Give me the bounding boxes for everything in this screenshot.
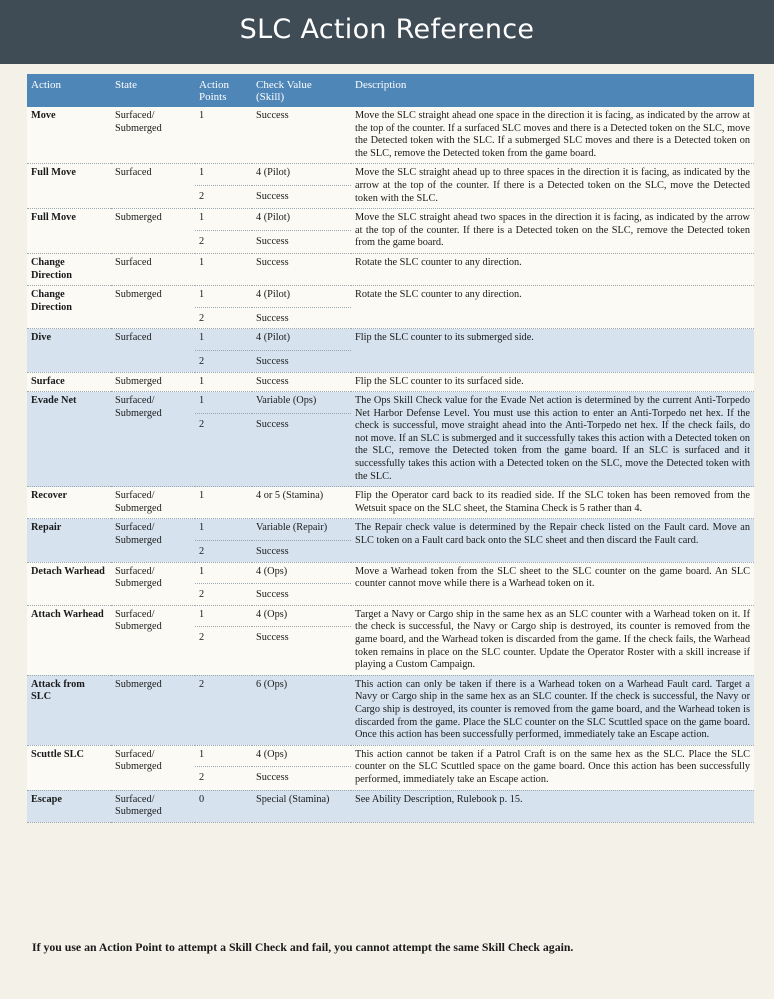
action-name: Full Move <box>27 164 111 209</box>
action-points-value: 2 <box>195 230 252 249</box>
check-value-cell <box>252 675 351 745</box>
action-state: Surfaced/ Submerged <box>111 392 195 487</box>
check-value: 4 (Pilot) <box>256 289 291 301</box>
action-points-value: 1 <box>199 395 205 407</box>
check-value: Success <box>252 766 351 785</box>
action-description: This action can only be taken if there is a Warhead token on a Warhead Fault card. Target a Navy or Cargo ship in the same hex as an SLC counter. If the check is successful, the Navy or Cargo ship is destroyed, its counter is removed from the game board, and the Warhead token is discarded from the game. Place the SLC counter on the SLC Scuttled space on the game board. Once this action has been successfully performed, immediately take an Escape action. <box>351 675 754 745</box>
table-row <box>27 519 754 562</box>
table-row <box>27 164 754 209</box>
check-value-cell <box>252 745 351 790</box>
action-points-cell <box>195 519 252 562</box>
action-state: Surfaced/ Submerged <box>111 519 195 562</box>
check-value-cell <box>252 392 351 487</box>
action-points-value: 1 <box>199 748 205 760</box>
action-name: Evade Net <box>27 392 111 487</box>
action-description: The Repair check value is determined by the Repair check listed on the Fault card. Move an SLC token on a Fault card back onto the SLC sheet and then discard the Fault card. <box>351 519 754 562</box>
action-description: The Ops Skill Check value for the Evade Net action is determined by the current Anti-Torpedo Net Harbor Defense Level. You must use this action to enter an Anti-Torpedo net hex. If the check is successful, move straight ahead into the Anti-Torpedo net hex. If the check fails, do not move. If an SLC is submerged and it successfully takes this action with a Detected token on the SLC, remove the Detected token from the game board. If an SLC is surfaced and it successfully takes this action with a Detected token on the SLC, move the Detected token with the SLC. <box>351 392 754 487</box>
action-points-cell <box>195 253 252 285</box>
table-header-row <box>27 74 754 107</box>
table-row <box>27 286 754 329</box>
action-points-cell <box>195 675 252 745</box>
check-value: 4 or 5 (Stamina) <box>256 490 324 502</box>
action-state: Surfaced/ Submerged <box>111 745 195 790</box>
action-points-cell <box>195 107 252 164</box>
check-value: 4 (Pilot) <box>256 332 291 344</box>
header-description: Description <box>351 74 754 107</box>
table-body <box>27 107 754 822</box>
action-points-cell <box>195 745 252 790</box>
action-points-value: 1 <box>199 289 205 301</box>
title-bar <box>0 0 774 64</box>
action-description: Flip the SLC counter to its submerged side. <box>351 329 754 372</box>
check-value: Success <box>252 307 351 326</box>
action-reference-table <box>27 74 754 823</box>
action-points-value: 1 <box>199 110 205 121</box>
action-description: Flip the SLC counter to its surfaced side. <box>351 372 754 392</box>
action-points-cell <box>195 372 252 392</box>
check-value-cell <box>252 253 351 285</box>
action-description: Move a Warhead token from the SLC sheet to the SLC counter on the game board. An SLC counter cannot move while there is a Warhead token on it. <box>351 562 754 605</box>
action-name: Attach Warhead <box>27 605 111 675</box>
action-description: Rotate the SLC counter to any direction. <box>351 286 754 329</box>
action-name: Full Move <box>27 209 111 254</box>
check-value-cell <box>252 605 351 675</box>
check-value: Success <box>252 185 351 204</box>
check-value: Success <box>252 350 351 369</box>
action-name: Recover <box>27 487 111 519</box>
check-value-cell <box>252 164 351 209</box>
action-state: Surfaced/ Submerged <box>111 790 195 822</box>
check-value-cell <box>252 209 351 254</box>
check-value-cell <box>252 790 351 822</box>
action-name: Dive <box>27 329 111 372</box>
header-check-value <box>252 74 351 107</box>
table-row <box>27 605 754 675</box>
check-value: Special (Stamina) <box>256 793 330 805</box>
check-value: 4 (Pilot) <box>256 212 291 224</box>
check-value: Success <box>256 110 289 121</box>
header-check-line1: Check Value <box>256 79 312 91</box>
check-value-cell <box>252 372 351 392</box>
action-points-value: 1 <box>199 522 205 534</box>
action-name: Attack from SLC <box>27 675 111 745</box>
action-state: Submerged <box>111 209 195 254</box>
table-row <box>27 745 754 790</box>
action-points-value: 1 <box>199 332 205 344</box>
action-state: Submerged <box>111 372 195 392</box>
action-state: Surfaced <box>111 253 195 285</box>
action-state: Surfaced <box>111 329 195 372</box>
action-points-value: 2 <box>199 678 205 690</box>
action-description: Move the SLC straight ahead up to three spaces in the direction it is facing, as indicated by the arrow at the top of the counter. If there is a Detected token on the SLC, move the Detected token with the SLC. <box>351 164 754 209</box>
page-title: SLC Action Reference <box>239 14 535 45</box>
footer-note: If you use an Action Point to attempt a Skill Check and fail, you cannot attempt the same Skill Check again. <box>32 940 574 954</box>
check-value: Variable (Ops) <box>256 395 317 407</box>
action-points-cell <box>195 286 252 329</box>
check-value: Variable (Repair) <box>256 522 328 534</box>
table-row <box>27 790 754 822</box>
action-description: This action cannot be taken if a Patrol Craft is on the same hex as the SLC. Place the SLC counter on the SLC Scuttled space on the game board. Once this action has been successfully performed, immediately take an Escape action. <box>351 745 754 790</box>
table-row <box>27 392 754 487</box>
action-points-value: 1 <box>199 375 205 387</box>
action-points-cell <box>195 164 252 209</box>
action-state: Surfaced <box>111 164 195 209</box>
table-row <box>27 253 754 285</box>
check-value: 4 (Pilot) <box>256 167 291 179</box>
check-value: Success <box>252 583 351 602</box>
action-points-value: 2 <box>195 350 252 369</box>
action-points-cell <box>195 487 252 519</box>
action-description: See Ability Description, Rulebook p. 15. <box>351 790 754 822</box>
action-description: Rotate the SLC counter to any direction. <box>351 253 754 285</box>
check-value-cell <box>252 329 351 372</box>
check-value: Success <box>252 413 351 432</box>
check-value: Success <box>252 540 351 559</box>
action-points-cell <box>195 605 252 675</box>
action-state: Submerged <box>111 286 195 329</box>
table-row <box>27 372 754 392</box>
action-points-value: 2 <box>195 540 252 559</box>
action-description: Target a Navy or Cargo ship in the same hex as an SLC counter with a Warhead token on it. If the check is successful, the Navy or Cargo ship is destroyed, its counter is removed from the game board, and the Warhead token is discarded from the game. If the check fails, the Warhead token remains in place on the SLC counter. Update the Operator Roster with a skill increase if playing a Custom Campaign. <box>351 605 754 675</box>
action-name: Scuttle SLC <box>27 745 111 790</box>
action-points-cell <box>195 392 252 487</box>
header-check-line2: (Skill) <box>256 91 285 103</box>
action-points-value: 2 <box>195 583 252 602</box>
action-name: Escape <box>27 790 111 822</box>
action-name: Surface <box>27 372 111 392</box>
action-state: Submerged <box>111 675 195 745</box>
action-name: Change Direction <box>27 286 111 329</box>
check-value: Success <box>256 256 289 268</box>
check-value-cell <box>252 286 351 329</box>
check-value-cell <box>252 519 351 562</box>
check-value: 4 (Ops) <box>256 608 288 620</box>
table-row <box>27 107 754 164</box>
table-row <box>27 487 754 519</box>
action-state: Surfaced/ Submerged <box>111 605 195 675</box>
action-points-value: 2 <box>195 626 252 645</box>
table-row <box>27 562 754 605</box>
header-points-line2: Points <box>199 91 227 103</box>
header-action-points <box>195 74 252 107</box>
action-points-value: 2 <box>195 413 252 432</box>
header-points-line1: Action <box>199 79 229 91</box>
action-points-value: 1 <box>199 212 205 224</box>
action-name: Detach Warhead <box>27 562 111 605</box>
check-value-cell <box>252 107 351 164</box>
table-row <box>27 209 754 254</box>
action-points-cell <box>195 562 252 605</box>
check-value: Success <box>256 375 289 387</box>
action-points-value: 1 <box>199 608 205 620</box>
action-description: Move the SLC straight ahead one space in the direction it is facing, as indicated by the arrow at the top of the counter. If a surfaced SLC moves and there is a Detected token on the SLC, move the Detected token with the SLC. If a submerged SLC moves and there is a Detected token on the SLC, remove the Detected token from the game board. <box>351 107 754 164</box>
action-points-value: 2 <box>195 307 252 326</box>
table-row <box>27 675 754 745</box>
check-value: 4 (Ops) <box>256 748 288 760</box>
check-value-cell <box>252 562 351 605</box>
action-points-cell <box>195 329 252 372</box>
header-state: State <box>111 74 195 107</box>
check-value: Success <box>252 626 351 645</box>
check-value: 4 (Ops) <box>256 565 288 577</box>
action-description: Move the SLC straight ahead two spaces in the direction it is facing, as indicated by the arrow at the top of the counter. If there is a Detected token on the SLC, remove the Detected token from the game board. <box>351 209 754 254</box>
action-points-cell <box>195 790 252 822</box>
action-points-value: 1 <box>199 167 205 179</box>
check-value: Success <box>252 230 351 249</box>
action-points-value: 2 <box>195 185 252 204</box>
header-action: Action <box>27 74 111 107</box>
action-state: Surfaced/ Submerged <box>111 487 195 519</box>
action-name: Move <box>27 107 111 164</box>
action-state: Surfaced/ Submerged <box>111 107 195 164</box>
check-value: 6 (Ops) <box>256 678 288 690</box>
action-state: Surfaced/ Submerged <box>111 562 195 605</box>
action-points-value: 1 <box>199 490 205 502</box>
action-description: Flip the Operator card back to its readied side. If the SLC token has been removed from the Wetsuit space on the SLC sheet, the Stamina Check is 5 rather than 4. <box>351 487 754 519</box>
table-row <box>27 329 754 372</box>
action-points-value: 2 <box>195 766 252 785</box>
action-points-value: 1 <box>199 256 205 268</box>
action-points-value: 0 <box>199 793 205 805</box>
check-value-cell <box>252 487 351 519</box>
action-points-value: 1 <box>199 565 205 577</box>
action-name: Change Direction <box>27 253 111 285</box>
action-points-cell <box>195 209 252 254</box>
action-name: Repair <box>27 519 111 562</box>
